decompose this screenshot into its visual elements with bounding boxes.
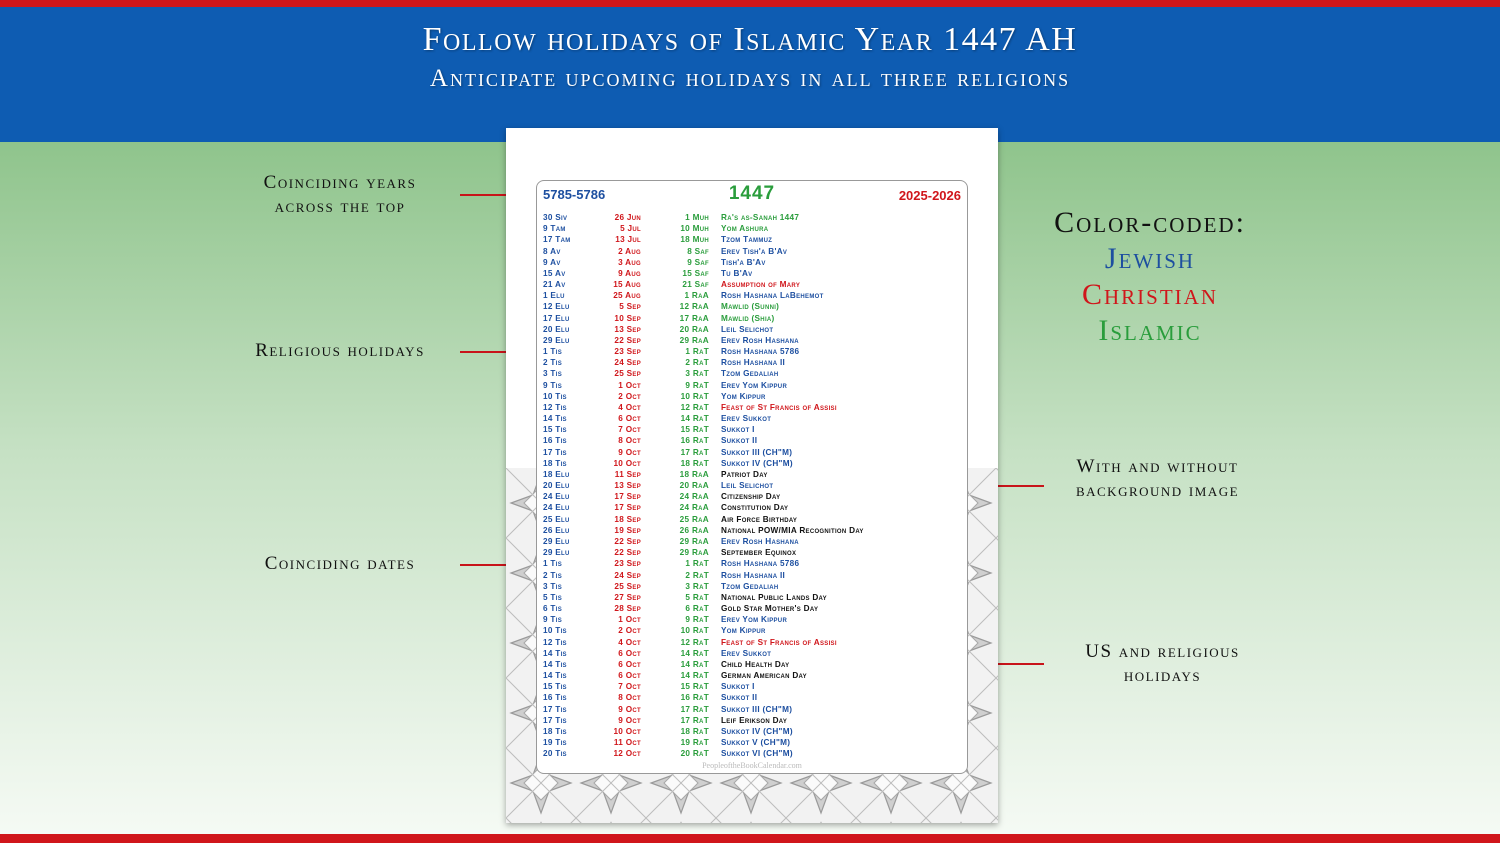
islamic-date: 18 RaT: [680, 458, 709, 468]
holiday-name: Sukkot I: [721, 425, 755, 435]
islamic-date: 17 RaA: [679, 313, 709, 323]
list-item: [537, 458, 967, 469]
christian-date: 25 Sep: [614, 581, 641, 591]
jewish-date: 12 Elu: [543, 302, 570, 312]
list-item: [537, 391, 967, 402]
holiday-name: Tish'a B'Av: [721, 257, 766, 267]
jewish-date: 1 Tis: [543, 347, 562, 357]
christian-date: 6 Oct: [618, 648, 641, 658]
list-item: [537, 558, 967, 569]
islamic-date: 24 RaA: [679, 503, 709, 513]
jewish-date: 19 Tis: [543, 738, 567, 748]
list-item: [537, 257, 967, 268]
list-item: [537, 435, 967, 446]
islamic-date: 15 RaT: [680, 682, 709, 692]
islamic-date: 18 RaT: [680, 726, 709, 736]
holiday-name: Erev Yom Kippur: [721, 615, 788, 625]
jewish-date: 20 Elu: [543, 481, 570, 491]
list-item: [537, 514, 967, 525]
list-item: [537, 625, 967, 636]
christian-date: 5 Jul: [620, 224, 641, 234]
holiday-name: Leif Erikson Day: [721, 715, 788, 725]
islamic-date: 15 RaT: [680, 425, 709, 435]
holiday-name: Tzom Tammuz: [721, 235, 773, 245]
jewish-date: 9 Tam: [543, 224, 566, 234]
list-item: [537, 592, 967, 603]
islamic-date: 16 RaT: [680, 436, 709, 446]
christian-date: 7 Oct: [618, 425, 641, 435]
holiday-name: Sukkot II: [721, 436, 758, 446]
holiday-name: Tzom Gedaliah: [721, 369, 779, 379]
jewish-date: 18 Elu: [543, 469, 570, 479]
jewish-date: 8 Av: [543, 246, 561, 256]
islamic-date: 20 RaA: [679, 481, 709, 491]
jewish-date: 26 Elu: [543, 525, 570, 535]
islamic-date: 9 RaT: [685, 615, 709, 625]
list-item: [537, 603, 967, 614]
calendar-sheet: [506, 128, 998, 823]
christian-date: 9 Oct: [618, 715, 641, 725]
top-red-stripe: [0, 0, 1500, 7]
christian-date: 5 Sep: [619, 302, 641, 312]
list-item: [537, 491, 967, 502]
list-item: [537, 246, 967, 257]
list-item: [537, 368, 967, 379]
list-item: [537, 480, 967, 491]
jewish-years: 5785-5786: [543, 187, 606, 202]
holiday-name: Rosh Hashana II: [721, 358, 786, 368]
legend-title: Color-coded:: [1054, 206, 1246, 239]
holiday-name: Tu B'Av: [721, 268, 753, 278]
jewish-date: 17 Tis: [543, 704, 567, 714]
list-item: [537, 536, 967, 547]
holiday-name: Sukkot II: [721, 693, 758, 703]
jewish-date: 15 Av: [543, 268, 566, 278]
jewish-date: 29 Elu: [543, 548, 570, 558]
christian-date: 22 Sep: [614, 536, 641, 546]
jewish-date: 12 Tis: [543, 402, 567, 412]
christian-date: 23 Sep: [614, 347, 641, 357]
islamic-date: 17 RaT: [680, 447, 709, 457]
jewish-date: 5 Tis: [543, 592, 562, 602]
jewish-date: 3 Tis: [543, 581, 562, 591]
islamic-date: 17 RaT: [680, 715, 709, 725]
christian-date: 24 Sep: [614, 570, 641, 580]
islamic-year: 1447: [728, 183, 776, 204]
islamic-date: 5 RaT: [685, 592, 709, 602]
holiday-name: Erev Rosh Hashana: [721, 335, 799, 345]
list-item: [537, 637, 967, 648]
islamic-date: 1 RaT: [685, 347, 709, 357]
islamic-date: 9 RaT: [685, 380, 709, 390]
christian-date: 7 Oct: [618, 682, 641, 692]
list-item: [537, 380, 967, 391]
islamic-date: 2 RaT: [685, 570, 709, 580]
islamic-date: 19 RaT: [680, 738, 709, 748]
list-item: [537, 659, 967, 670]
jewish-date: 29 Elu: [543, 536, 570, 546]
jewish-date: 18 Tis: [543, 726, 567, 736]
christian-date: 9 Oct: [618, 447, 641, 457]
christian-date: 25 Sep: [614, 369, 641, 379]
christian-date: 25 Aug: [613, 291, 641, 301]
islamic-date: 16 RaT: [680, 693, 709, 703]
christian-date: 10 Sep: [614, 313, 641, 323]
list-item: [537, 726, 967, 737]
holiday-name: Erev Tish'a B'Av: [721, 246, 788, 256]
jewish-date: 20 Tis: [543, 749, 567, 759]
christian-date: 10 Oct: [613, 458, 641, 468]
holiday-name: Rosh Hashana 5786: [721, 347, 800, 357]
jewish-date: 9 Av: [543, 257, 561, 267]
list-item: [537, 737, 967, 748]
jewish-date: 2 Tis: [543, 570, 562, 580]
islamic-date: 17 RaT: [680, 704, 709, 714]
holiday-name: September Equinox: [721, 548, 797, 558]
list-item: [537, 469, 967, 480]
jewish-date: 15 Tis: [543, 425, 567, 435]
islamic-date: 10 RaT: [680, 391, 709, 401]
christian-date: 2 Oct: [618, 391, 641, 401]
islamic-date: 14 RaT: [680, 671, 709, 681]
holiday-name: Erev Yom Kippur: [721, 380, 788, 390]
christian-date: 27 Sep: [614, 592, 641, 602]
islamic-date: 18 Muh: [680, 235, 709, 245]
islamic-date: 29 RaA: [679, 335, 709, 345]
christian-date: 4 Oct: [618, 402, 641, 412]
calendar-card: [536, 180, 968, 774]
list-item: [537, 704, 967, 715]
islamic-date: 24 RaA: [679, 492, 709, 502]
christian-years: 2025-2026: [898, 188, 961, 203]
list-item: [537, 335, 967, 346]
christian-date: 1 Oct: [618, 615, 641, 625]
jewish-date: 12 Tis: [543, 637, 567, 647]
jewish-date: 17 Tis: [543, 447, 567, 457]
holiday-name: Erev Rosh Hashana: [721, 536, 799, 546]
islamic-date: 3 RaT: [685, 369, 709, 379]
list-item: [537, 447, 967, 458]
christian-date: 28 Sep: [614, 604, 641, 614]
holiday-name: Child Health Day: [721, 659, 790, 669]
list-item: [537, 301, 967, 312]
label-religious-holidays: Religious holidays: [255, 340, 425, 361]
jewish-date: 2 Tis: [543, 358, 562, 368]
jewish-date: 21 Av: [543, 280, 566, 290]
page-title: Follow holidays of Islamic Year 1447 AH: [422, 21, 1078, 58]
holiday-name: Mawlid (Sunni): [721, 302, 780, 312]
jewish-date: 10 Tis: [543, 626, 567, 636]
holiday-name: Sukkot IV (CH"M): [721, 458, 793, 468]
jewish-date: 30 Siv: [543, 213, 568, 222]
christian-date: 4 Oct: [618, 637, 641, 647]
islamic-date: 1 RaA: [684, 291, 709, 301]
holiday-name: Tzom Gedaliah: [721, 581, 779, 591]
holiday-name: Erev Sukkot: [721, 648, 772, 658]
list-item: [537, 324, 967, 335]
islamic-date: 3 RaT: [685, 581, 709, 591]
holiday-name: Sukkot I: [721, 682, 755, 692]
list-item: [537, 268, 967, 279]
christian-date: 2 Oct: [618, 626, 641, 636]
christian-date: 19 Sep: [614, 525, 641, 535]
islamic-date: 20 RaT: [680, 749, 709, 759]
islamic-date: 25 RaA: [679, 514, 709, 524]
holiday-list: [537, 212, 967, 759]
christian-date: 23 Sep: [614, 559, 641, 569]
list-item: [537, 502, 967, 513]
holiday-name: Rosh Hashana 5786: [721, 559, 800, 569]
holiday-name: German American Day: [721, 671, 807, 681]
label-us-religious: US and religious holidays: [1085, 641, 1240, 686]
islamic-date: 26 RaA: [679, 525, 709, 535]
list-item: [537, 424, 967, 435]
bottom-red-stripe: [0, 834, 1500, 843]
christian-date: 26 Jun: [614, 213, 641, 222]
islamic-date: 10 RaT: [680, 626, 709, 636]
list-item: [537, 748, 967, 759]
islamic-date: 14 RaT: [680, 648, 709, 658]
jewish-date: 24 Elu: [543, 492, 570, 502]
list-item: [537, 357, 967, 368]
holiday-name: Citizenship Day: [721, 492, 781, 502]
islamic-date: 15 Saf: [682, 268, 709, 278]
list-item: [537, 681, 967, 692]
header-banner: [0, 7, 1500, 142]
holiday-name: Air Force Birthday: [721, 514, 798, 524]
label-background-image: With and without background image: [1075, 456, 1240, 501]
legend-christian: Christian: [1081, 278, 1218, 311]
jewish-date: 3 Tis: [543, 369, 562, 379]
christian-date: 13 Sep: [614, 481, 641, 491]
color-legend: [1020, 205, 1280, 349]
list-item: [537, 234, 967, 245]
holiday-name: Erev Sukkot: [721, 414, 772, 424]
jewish-date: 16 Tis: [543, 436, 567, 446]
jewish-date: 6 Tis: [543, 604, 562, 614]
christian-date: 10 Oct: [613, 726, 641, 736]
label-coinciding-years: Coinciding years across the top: [263, 172, 417, 217]
jewish-date: 17 Tam: [543, 235, 571, 245]
holiday-name: Constitution Day: [721, 503, 789, 513]
islamic-date: 1 Muh: [685, 213, 709, 222]
islamic-date: 9 Saf: [687, 257, 709, 267]
list-item: [537, 692, 967, 703]
list-item: [537, 581, 967, 592]
christian-date: 9 Aug: [618, 268, 641, 278]
jewish-date: 9 Tis: [543, 615, 562, 625]
christian-date: 2 Aug: [618, 246, 641, 256]
islamic-date: 20 RaA: [679, 324, 709, 334]
christian-date: 18 Sep: [614, 514, 641, 524]
christian-date: 11 Sep: [614, 469, 641, 479]
holiday-name: Yom Kippur: [721, 626, 766, 636]
list-item: [537, 648, 967, 659]
holiday-name: Sukkot III (CH"M): [721, 447, 793, 457]
holiday-name: Leil Selichot: [721, 481, 774, 491]
islamic-date: 2 RaT: [685, 358, 709, 368]
christian-date: 9 Oct: [618, 704, 641, 714]
holiday-name: Rosh Hashana LaBehemot: [721, 291, 824, 301]
jewish-date: 9 Tis: [543, 380, 562, 390]
christian-date: 6 Oct: [618, 659, 641, 669]
list-item: [537, 525, 967, 536]
islamic-date: 12 RaT: [680, 637, 709, 647]
list-item: [537, 279, 967, 290]
islamic-date: 21 Saf: [682, 280, 709, 290]
islamic-date: 10 Muh: [680, 224, 709, 234]
jewish-date: 18 Tis: [543, 458, 567, 468]
holiday-name: Ra's as-Sanah 1447: [721, 213, 800, 222]
list-item: [537, 346, 967, 357]
list-item: [537, 413, 967, 424]
footer-url: PeopleoftheBookCalendar.com: [702, 761, 802, 770]
holiday-name: Mawlid (Shia): [721, 313, 775, 323]
jewish-date: 14 Tis: [543, 648, 567, 658]
islamic-date: 29 RaA: [679, 536, 709, 546]
christian-date: 12 Oct: [613, 749, 641, 759]
holiday-name: Rosh Hashana II: [721, 570, 786, 580]
holiday-name: Yom Ashura: [721, 224, 769, 234]
list-item: [537, 290, 967, 301]
holiday-name: Feast of St Francis of Assisi: [721, 402, 837, 412]
jewish-date: 24 Elu: [543, 503, 570, 513]
jewish-date: 25 Elu: [543, 514, 570, 524]
legend-islamic: Islamic: [1098, 314, 1202, 347]
legend-jewish: Jewish: [1104, 242, 1196, 275]
christian-date: 6 Oct: [618, 671, 641, 681]
list-item: [537, 715, 967, 726]
islamic-date: 1 RaT: [685, 559, 709, 569]
jewish-date: 1 Elu: [543, 291, 565, 301]
list-item: [537, 547, 967, 558]
holiday-name: Sukkot III (CH"M): [721, 704, 793, 714]
jewish-date: 10 Tis: [543, 391, 567, 401]
list-item: [537, 313, 967, 324]
jewish-date: 17 Elu: [543, 313, 570, 323]
holiday-name: Patriot Day: [721, 469, 768, 479]
islamic-date: 18 RaA: [679, 469, 709, 479]
christian-date: 3 Aug: [618, 257, 641, 267]
holiday-name: National POW/MIA Recognition Day: [721, 525, 864, 535]
christian-date: 15 Aug: [613, 280, 641, 290]
label-coinciding-dates: Coinciding dates: [264, 553, 416, 574]
holiday-name: Feast of St Francis of Assisi: [721, 637, 837, 647]
christian-date: 22 Sep: [614, 335, 641, 345]
jewish-date: 14 Tis: [543, 414, 567, 424]
islamic-date: 6 RaT: [685, 604, 709, 614]
holiday-name: Sukkot IV (CH"M): [721, 726, 793, 736]
islamic-date: 29 RaA: [679, 548, 709, 558]
list-item: [537, 614, 967, 625]
list-item: [537, 670, 967, 681]
jewish-date: 20 Elu: [543, 324, 570, 334]
holiday-name: Assumption of Mary: [721, 280, 801, 290]
islamic-date: 8 Saf: [687, 246, 709, 256]
holiday-name: Sukkot VI (CH"M): [721, 749, 793, 759]
jewish-date: 16 Tis: [543, 693, 567, 703]
christian-date: 13 Jul: [615, 235, 641, 245]
jewish-date: 14 Tis: [543, 659, 567, 669]
christian-date: 24 Sep: [614, 358, 641, 368]
islamic-date: 12 RaT: [680, 402, 709, 412]
list-item: [537, 212, 967, 223]
list-item: [537, 223, 967, 234]
christian-date: 1 Oct: [618, 380, 641, 390]
page-subtitle: Anticipate upcoming holidays in all three religions: [429, 65, 1071, 92]
islamic-date: 14 RaT: [680, 659, 709, 669]
christian-date: 22 Sep: [614, 548, 641, 558]
holiday-name: National Public Lands Day: [721, 592, 827, 602]
jewish-date: 1 Tis: [543, 559, 562, 569]
christian-date: 11 Oct: [613, 738, 641, 748]
holiday-name: Yom Kippur: [721, 391, 766, 401]
islamic-date: 12 RaA: [679, 302, 709, 312]
holiday-name: Gold Star Mother's Day: [721, 604, 819, 614]
christian-date: 17 Sep: [614, 492, 641, 502]
list-item: [537, 402, 967, 413]
christian-date: 8 Oct: [618, 693, 641, 703]
list-item: [537, 570, 967, 581]
holiday-name: Sukkot V (CH"M): [721, 738, 791, 748]
holiday-name: Leil Selichot: [721, 324, 774, 334]
christian-date: 13 Sep: [614, 324, 641, 334]
jewish-date: 14 Tis: [543, 671, 567, 681]
jewish-date: 15 Tis: [543, 682, 567, 692]
jewish-date: 29 Elu: [543, 335, 570, 345]
islamic-date: 14 RaT: [680, 414, 709, 424]
jewish-date: 17 Tis: [543, 715, 567, 725]
christian-date: 6 Oct: [618, 414, 641, 424]
christian-date: 17 Sep: [614, 503, 641, 513]
christian-date: 8 Oct: [618, 436, 641, 446]
